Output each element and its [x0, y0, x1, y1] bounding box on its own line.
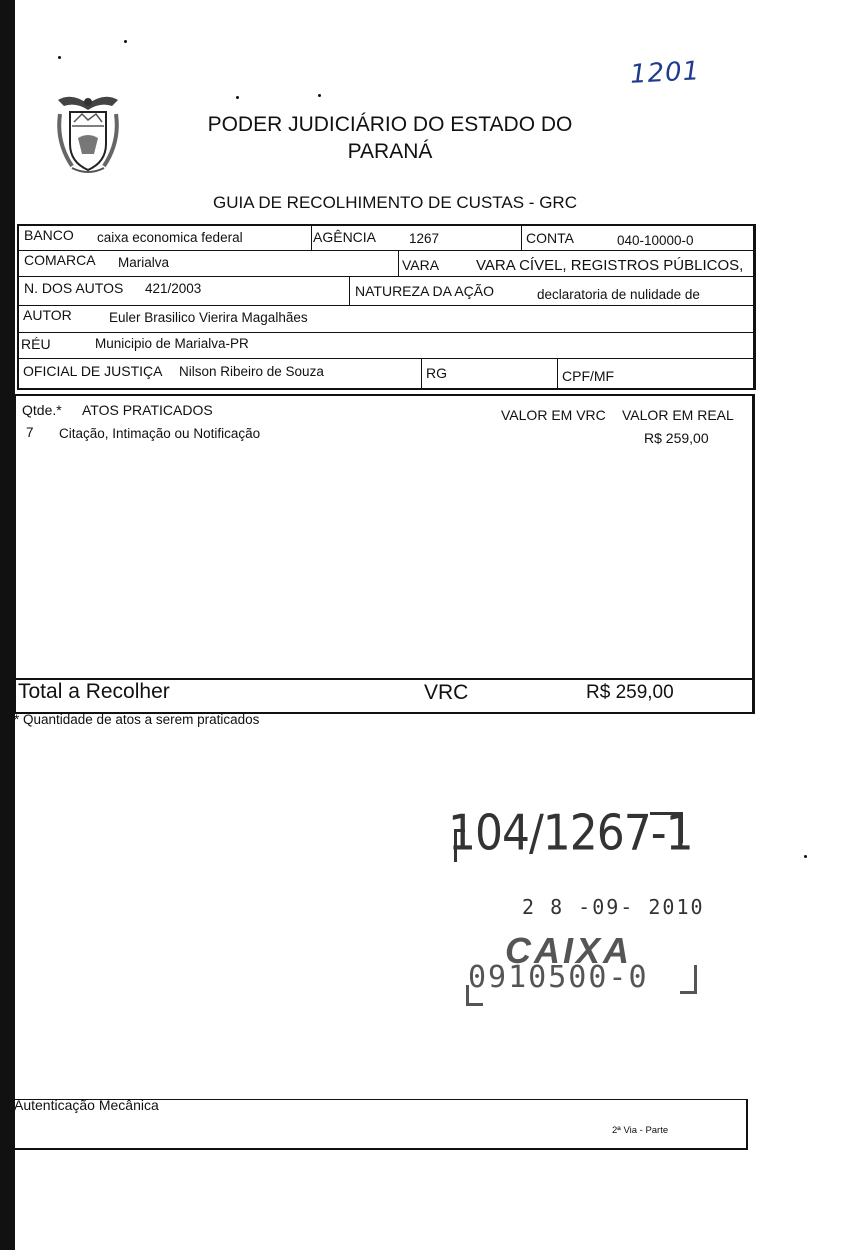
total-vrc-label: VRC	[424, 681, 469, 704]
stamp-bracket	[650, 812, 683, 843]
vara-label: VARA	[402, 257, 440, 273]
bank-stamp-code: 104/1267-1	[448, 804, 693, 863]
reu-value: Municipio de Marialva-PR	[95, 336, 249, 351]
banco-value: caixa economica federal	[97, 230, 243, 245]
act-value-real: R$ 259,00	[644, 430, 709, 446]
scan-speck	[804, 855, 807, 858]
total-value-real: R$ 259,00	[586, 682, 674, 703]
oficial-label: OFICIAL DE JUSTIÇA	[23, 363, 163, 379]
scan-speck	[318, 94, 321, 97]
acts-table	[14, 394, 755, 714]
case-info-box	[17, 224, 756, 390]
court-title-line2: PARANÁ	[347, 140, 433, 163]
court-title-line1: PODER JUDICIÁRIO DO ESTADO DO	[207, 113, 573, 136]
form-title: GUIA DE RECOLHIMENTO DE CUSTAS - GRC	[213, 193, 577, 212]
bank-stamp-number: 0910500-0	[468, 960, 649, 995]
scan-left-border	[0, 0, 15, 1250]
stamp-bracket	[466, 985, 483, 1006]
bank-stamp-name: CAIXA	[505, 930, 633, 971]
autos-label: N. DOS AUTOS	[24, 280, 124, 296]
vara-value: VARA CÍVEL, REGISTROS PÚBLICOS,	[476, 257, 744, 274]
autor-label: AUTOR	[23, 307, 72, 323]
comarca-label: COMARCA	[24, 252, 96, 268]
bank-stamp-date: 2 8 -09- 2010	[522, 895, 705, 919]
atos-header: ATOS PRATICADOS	[82, 402, 213, 418]
scan-speck	[236, 96, 239, 99]
copy-designation: 2ª Via - Parte	[612, 1125, 669, 1136]
comarca-value: Marialva	[118, 255, 170, 270]
agencia-value: 1267	[409, 231, 440, 246]
rg-label: RG	[426, 365, 447, 381]
authentication-box	[12, 1099, 748, 1150]
total-label: Total a Recolher	[18, 680, 170, 703]
handwritten-page-number: 1201	[629, 56, 701, 90]
conta-value: 040-10000-0	[617, 233, 694, 248]
natureza-value: declaratoria de nulidade de	[537, 287, 700, 302]
act-description: Citação, Intimação ou Notificação	[59, 426, 261, 441]
scan-speck	[124, 40, 127, 43]
autor-value: Euler Brasilico Vierira Magalhães	[109, 310, 308, 325]
natureza-label: NATUREZA DA AÇÃO	[355, 283, 494, 299]
stamp-bracket	[680, 965, 697, 994]
parana-coat-of-arms-icon	[52, 92, 124, 178]
cpf-label: CPF/MF	[562, 368, 615, 384]
stamp-bracket	[454, 829, 465, 862]
oficial-value: Nilson Ribeiro de Souza	[179, 364, 324, 379]
valor-real-header: VALOR EM REAL	[622, 407, 734, 423]
conta-label: CONTA	[526, 230, 574, 246]
banco-label: BANCO	[24, 227, 74, 243]
valor-vrc-header: VALOR EM VRC	[501, 407, 606, 423]
act-qtde: 7	[26, 425, 34, 440]
agencia-label: AGÊNCIA	[313, 229, 377, 245]
scan-speck	[58, 56, 61, 59]
reu-label: RÉU	[21, 336, 51, 352]
autos-value: 421/2003	[145, 281, 202, 296]
qtde-header: Qtde.*	[22, 402, 62, 418]
footnote: * Quantidade de atos a serem praticados	[14, 712, 260, 727]
authentication-label: Autenticação Mecânica	[14, 1097, 159, 1113]
